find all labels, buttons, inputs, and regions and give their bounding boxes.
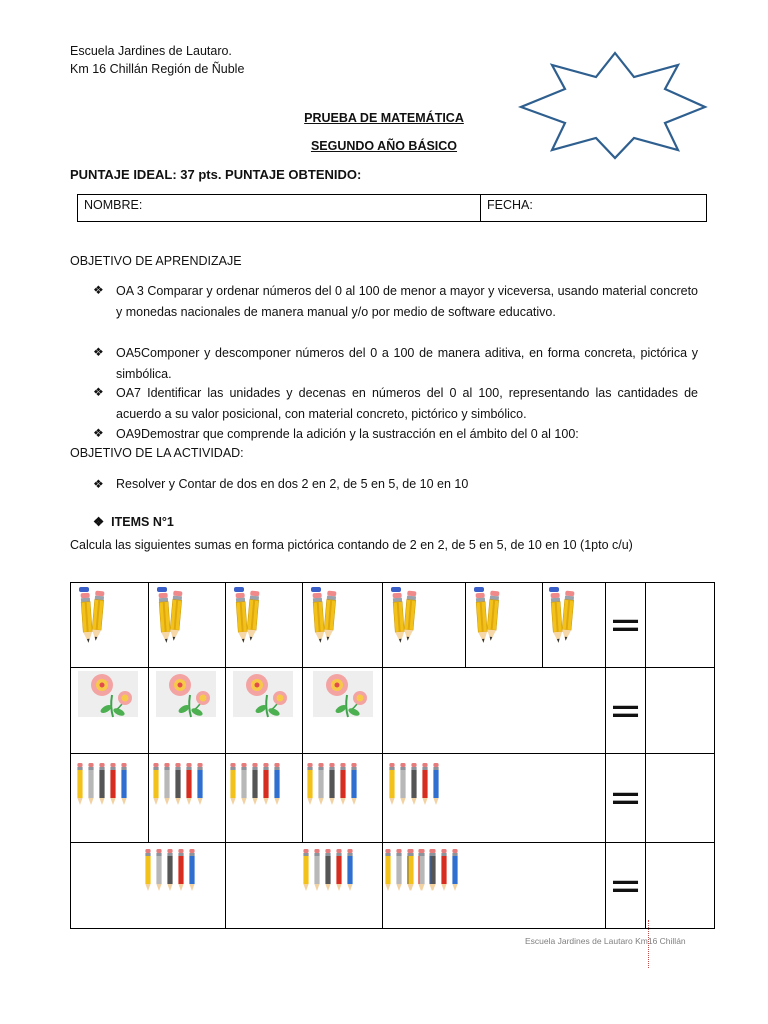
flower-cell [149,668,226,754]
colored-pencils-icon [303,849,352,891]
equals-sign: = [606,583,646,668]
pencil-pair-cell [303,583,383,668]
pencil-pair-cell [383,583,466,668]
pencil-pair-icon [391,587,416,643]
bullet-icon: ❖ [93,385,104,399]
bullet-icon: ❖ [93,426,104,440]
answer-cell-3[interactable] [646,754,715,843]
name-field[interactable]: NOMBRE: [78,195,481,221]
equals-sign: = [606,754,646,843]
colored-pencils-icon [230,763,279,805]
pencil-pair-cell [71,583,149,668]
pencil-pair-cell [466,583,543,668]
colored-pencils-icon [307,763,356,805]
pencil-pair-icon [79,587,104,643]
flower-icon [233,671,293,717]
pencil-group-cell [383,754,606,843]
equals-sign: = [606,843,646,929]
score-line: PUNTAJE IDEAL: 37 pts. PUNTAJE OBTENIDO: [70,167,362,182]
pencil-group-cell [383,843,606,929]
pencil-group-cell [149,754,226,843]
pencil-pair-cell [226,583,303,668]
school-name: Escuela Jardines de Lautaro. [70,44,232,58]
exercise-table [70,582,715,929]
pencil-pair-icon [549,587,574,643]
bullet-icon: ❖ [93,283,104,297]
items-title: ❖ ITEMS N°1 [93,515,174,529]
pencil-group-cell [303,754,383,843]
date-field[interactable]: FECHA: [487,198,533,212]
school-header [70,42,244,78]
flower-icon [156,671,216,717]
colored-pencils-icon [408,849,457,891]
colored-pencils-icon [77,763,126,805]
pencil-pair-icon [157,587,182,643]
star-icon [515,50,715,162]
objective-oa3: OA 3 Comparar y ordenar números del 0 al 100 de menor a mayor y viceversa, usando material concreto y monedas nacionales de manera manual y/o por medio de software educativo. [116,284,698,319]
pencil-group-cell [226,843,383,929]
margin-line [648,920,649,968]
answer-cell-2[interactable] [646,668,715,754]
objective-oa9: OA9Demostrar que comprende la adición y la sustracción en el ámbito del 0 al 100: [116,427,579,441]
pencil-pair-icon [234,587,259,643]
pencil-pair-icon [474,587,499,643]
pencil-group-cell [226,754,303,843]
name-date-box [77,194,707,222]
colored-pencils-icon [389,763,438,805]
bullet-icon: ❖ [93,477,104,491]
bullet-icon: ❖ [93,345,104,359]
flower-icon [313,671,373,717]
empty-cell [383,668,606,754]
pencil-pair-cell [149,583,226,668]
flower-icon [78,671,138,717]
activity-item: Resolver y Contar de dos en dos 2 en 2, de 5 en 5, de 10 en 10 [116,477,469,491]
objective-oa5: OA5Componer y descomponer números del 0 a 100 de manera aditiva, en forma concreta, pictórica y simbólica. [116,346,698,381]
colored-pencils-icon [153,763,202,805]
objectives-heading: OBJETIVO DE APRENDIZAJE [70,254,242,268]
answer-cell-1[interactable] [646,583,715,668]
answer-cell-4[interactable] [646,843,715,929]
flower-cell [71,668,149,754]
footer-text: Escuela Jardines de Lautaro Km16 Chillán [525,936,686,946]
grade-title: SEGUNDO AÑO BÁSICO [310,139,458,153]
flower-cell [303,668,383,754]
activity-heading: OBJETIVO DE LA ACTIVIDAD: [70,446,244,460]
flower-cell [226,668,303,754]
school-address: Km 16 Chillán Región de Ñuble [70,62,245,76]
pencil-group-cell [71,843,226,929]
bullet-icon: ❖ [93,515,105,529]
equals-sign: = [606,668,646,754]
pencil-group-cell [71,754,149,843]
colored-pencils-icon [145,849,194,891]
pencil-pair-icon [311,587,336,643]
items-instruction: Calcula las siguientes sumas en forma pictórica contando de 2 en 2, de 5 en 5, de 10 en 10 (1pto c/u) [70,538,633,552]
objective-oa7: OA7 Identificar las unidades y decenas en números del 0 al 100, representando las cantidades de acuerdo a su valor posicional, con material concreto, pictórico y simbólico. [116,386,698,421]
pencil-pair-cell [543,583,606,668]
exam-title: PRUEBA DE MATEMÁTICA [304,111,464,125]
